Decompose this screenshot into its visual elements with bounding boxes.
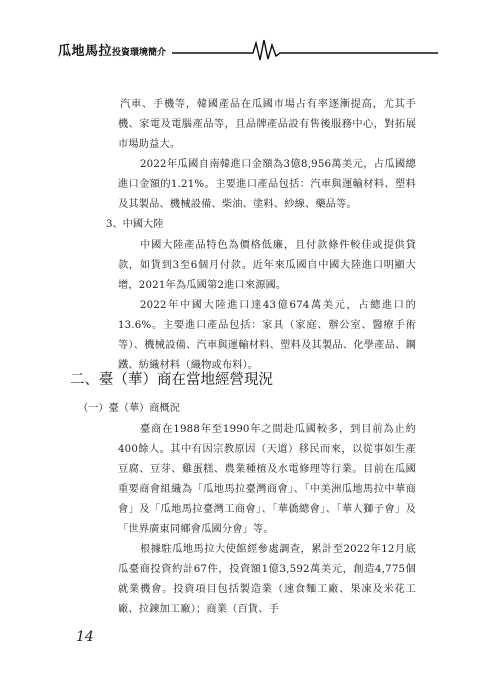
page-number: 14: [76, 629, 94, 645]
china-heading: 3、中國大陸: [106, 219, 164, 230]
header-title: [58, 40, 172, 59]
paragraph-china-intro: 中國大陸產品特色為價格低廉，且付款條件較佳或提供貸款，如貨到3至6個月付款。近年來瓜國自中國大陸進口明顯大增，2021年為瓜國第2進口來源國。: [118, 240, 416, 291]
header-title-main: 瓜地馬拉: [58, 44, 113, 59]
paragraph-korea-continued: 汽車、手機等，韓國產品在瓜國市場占有率逐漸提高，尤其手機、家電及電腦產品等，且品牌產品設有售後服務中心，對拓展市場助益大。: [118, 99, 416, 150]
paragraph-taiwan-investment: 根據駐瓜地馬拉大使館經參處調查，累計至2022年12月底瓜臺商投資約計67件，投資額1億3,592萬美元，創造4,775個就業機會。投資項目包括製造業（速食麵工廠、果凍及米花工廠、拉鍊加工廠）；商業（百貨、手: [118, 544, 416, 615]
paragraph-korea-2022: 2022年瓜國自南韓進口金額為3億8,956萬美元，占瓜國總進口金額的1.21%。主要進口產品包括：汽車與運輸材料、塑料及其製品、機械設備、柴油、塗料、紗線、藥品等。: [118, 159, 416, 210]
section-title: 二、臺（華）商在當地經營現況: [70, 372, 273, 388]
paragraph-taiwan-intro: 臺商在1988年至1990年之間赴瓜國較多，到目前為止約400餘人。其中有因宗教原因（天道）移民而來，以從事如生產豆腐、豆芽、雞蛋糕、農業種植及水電修理等行業。目前在瓜國重要商會組織為「瓜地馬拉臺灣商會」、「中美洲瓜地馬拉中華商會」及「瓜地馬拉臺灣工商會」、「華僑總會」、「華人獅子會」及「世界廣東同鄉會瓜國分會」等。: [118, 424, 416, 535]
running-header: [58, 38, 438, 62]
header-title-sub: 投資環境簡介: [112, 48, 167, 58]
paragraph-china-2022: 2022年中國大陸進口達43億674萬美元，占總進口的13.6%。主要進口產品包括：家具（家庭、辦公室、醫療手術等）、機械設備、汽車與運輸材料、塑料及其製品、化學產品、鋼鐵、紡織材料（織物或布料）。: [118, 300, 416, 371]
subsection-title: （一）臺（華）商概況: [78, 403, 180, 414]
